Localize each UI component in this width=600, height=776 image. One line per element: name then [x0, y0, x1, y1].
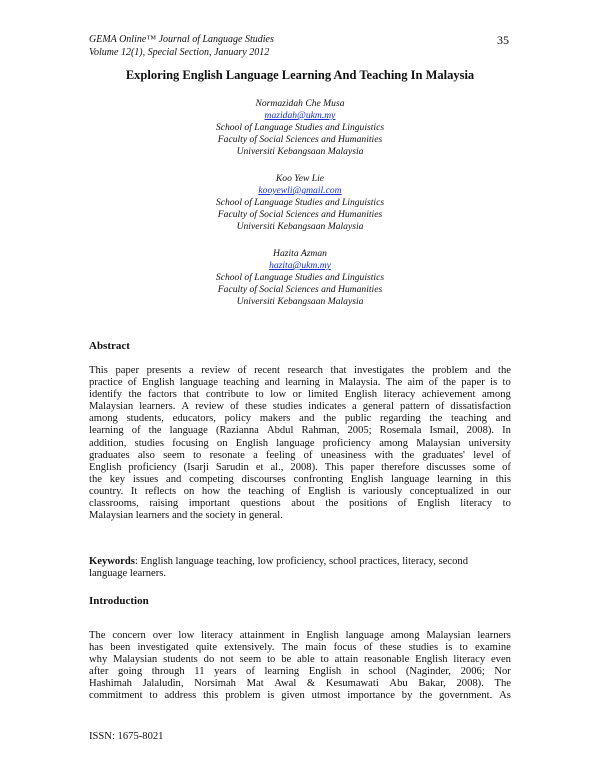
- introduction-line: commitment to address this problem is given utmost importance by the government. As: [89, 690, 511, 702]
- abstract-line: identify the factors that contribute to low or limited English literacy achievement among: [89, 389, 511, 401]
- abstract-line: among students, educators, policy makers and the public regarding the teaching and: [89, 413, 511, 425]
- author-list: [0, 98, 600, 323]
- author-affiliation-school: School of Language Studies and Linguistics: [215, 122, 385, 133]
- keywords-label: Keywords: [89, 556, 135, 567]
- abstract-line: English proficiency (Isarji Sarudin et al., 2008). This paper therefore discusses some of: [89, 461, 511, 473]
- issn-footer: ISSN: 1675-8021: [89, 731, 164, 742]
- author-affiliation-university: Universiti Kebangsaan Malaysia: [236, 296, 364, 307]
- abstract-line: the key issues and competing discourses confronting English language learning in this: [89, 473, 511, 485]
- abstract-line: This paper presents a review of recent research that investigates the problem and the: [89, 365, 511, 376]
- abstract-line: practice of English language teaching and learning in Malaysia. The aim of the paper is to: [89, 377, 511, 389]
- page-number: 35: [497, 33, 509, 47]
- author-block: [0, 248, 600, 308]
- keywords-text: : English language teaching, low proficiency, school practices, literacy, second: [134, 556, 468, 567]
- author-affiliation-school: School of Language Studies and Linguistics: [215, 272, 385, 283]
- author-affiliation-faculty: Faculty of Social Sciences and Humanities: [217, 284, 383, 295]
- author-block: [0, 98, 600, 158]
- paper-title: Exploring English Language Learning And Teaching In Malaysia: [125, 68, 475, 82]
- journal-header: [89, 33, 274, 59]
- author-email-link[interactable]: kooyewli@gmail.com: [258, 185, 342, 196]
- abstract-line: graduates also seem to resonate a feeling of uneasiness with the graduates' level of: [89, 449, 511, 461]
- author-email-link[interactable]: hazita@ukm.my: [269, 260, 331, 271]
- abstract-line: country. It reflects on how the teaching of English is variously conceptualized in our: [89, 485, 511, 497]
- introduction-line: The concern over low literacy attainment in English language among Malaysian learners: [89, 630, 511, 641]
- introduction-line: after going through 11 years of learning English in school (Naginder, 2006; Nor: [89, 666, 511, 678]
- author-affiliation-faculty: Faculty of Social Sciences and Humanities: [217, 134, 383, 145]
- author-affiliation-university: Universiti Kebangsaan Malaysia: [236, 146, 364, 157]
- keywords-line-2: language learners.: [89, 568, 167, 580]
- journal-volume: Volume 12(1), Special Section, January 2012: [89, 47, 270, 58]
- introduction-body: [89, 630, 511, 703]
- abstract-line: classrooms, raising important questions about the positions of English literacy to: [89, 498, 511, 510]
- abstract-line: addition, studies focusing on English language proficiency among Malaysian university: [89, 437, 511, 449]
- keywords-line: [89, 556, 511, 568]
- keywords: [89, 556, 511, 580]
- abstract-line: Malaysian learners and the society in general.: [89, 510, 283, 522]
- introduction-line: why Malaysian students do not seem to be able to attain reasonable English literacy even: [89, 654, 511, 666]
- introduction-line: Hashimah Jalaludin, Norsimah Mat Awal & Kesumawati Abu Bakar, 2008). The: [89, 678, 511, 690]
- introduction-heading: Introduction: [89, 595, 149, 607]
- abstract-heading: Abstract: [89, 340, 130, 352]
- introduction-line: has been investigated quite extensively. The main focus of these studies is to examine: [89, 642, 511, 654]
- author-name: Koo Yew Lie: [275, 173, 325, 184]
- journal-name: GEMA Online™ Journal of Language Studies: [89, 34, 274, 45]
- author-email-link[interactable]: mazidah@ukm.my: [264, 110, 336, 121]
- author-block: [0, 173, 600, 233]
- abstract-body: [89, 365, 511, 522]
- author-affiliation-university: Universiti Kebangsaan Malaysia: [236, 221, 364, 232]
- author-affiliation-school: School of Language Studies and Linguistics: [215, 197, 385, 208]
- abstract-line: Malaysian learners. A review of these studies indicates a general pattern of dissatisfaction: [89, 401, 511, 413]
- author-name: Hazita Azman: [273, 248, 327, 259]
- author-name: Normazidah Che Musa: [255, 98, 345, 109]
- abstract-line: learning of the language (Razianna Abdul Rahman, 2005; Rosemala Ismail, 2008). In: [89, 425, 511, 437]
- author-affiliation-faculty: Faculty of Social Sciences and Humanities: [217, 209, 383, 220]
